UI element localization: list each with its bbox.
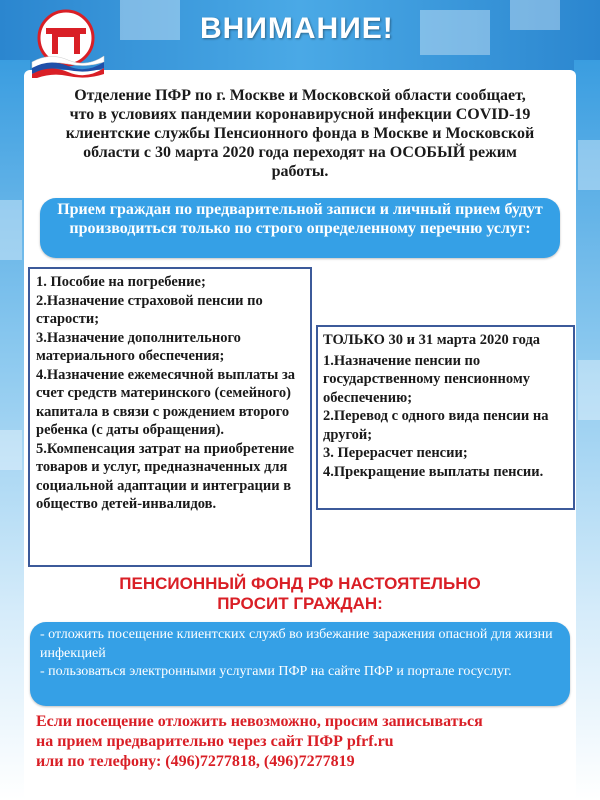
list-item: 3. Перерасчет пенсии; bbox=[323, 445, 468, 461]
intro-emphasis: ОСОБЫЙ bbox=[389, 144, 466, 161]
page-title: ВНИМАНИЕ! bbox=[200, 12, 394, 45]
appeal-heading-line: ПЕНСИОННЫЙ ФОНД РФ НАСТОЯТЕЛЬНО bbox=[119, 574, 481, 593]
list-item: 4.Прекращение выплаты пенсии. bbox=[323, 463, 544, 480]
intro-text bbox=[60, 86, 540, 181]
appeal-heading-line: ПРОСИТ ГРАЖДАН: bbox=[217, 594, 383, 613]
footer-line: или по телефону: (496)7277818, (496)7277819 bbox=[36, 753, 355, 770]
list-item: 1.Назначение пенсии по государственному пенсионному обеспечению; bbox=[323, 352, 530, 406]
list-item: 5.Компенсация затрат на приобретение товаров и услуг, предназначенных для социальной адаптации и интеграции в общество детей-инвалидов. bbox=[36, 440, 295, 512]
appeal-banner bbox=[30, 622, 570, 706]
notice-text: Прием граждан по предварительной записи и личный прием будут производиться только по строго определенному перечню услуг: bbox=[57, 201, 543, 237]
contact-footer bbox=[36, 712, 576, 772]
special-days-heading: ТОЛЬКО 30 и 31 марта 2020 года bbox=[323, 332, 541, 348]
footer-line: Если посещение отложить невозможно, просим записываться bbox=[36, 713, 483, 730]
list-item: 2.Назначение страховой пенсии по старости; bbox=[36, 292, 263, 327]
list-item: 2.Перевод с одного вида пенсии на другой; bbox=[323, 408, 549, 443]
intro-text-end: режим работы. bbox=[271, 144, 517, 180]
list-item: 1. Пособие на погребение; bbox=[36, 274, 206, 290]
list-item: - пользоваться электронными услугами ПФР на сайте ПФР и портале госуслуг. bbox=[40, 664, 512, 679]
list-item: 3.Назначение дополнительного материального обеспечения; bbox=[36, 329, 241, 364]
right-decor-band bbox=[574, 60, 600, 800]
pfr-logo bbox=[28, 8, 106, 78]
intro-text-start: Отделение ПФР по г. Москве и Московской области сообщает, что в условиях пандемии коронавирусной инфекции COVID-19 клиентские службы Пенсионного фонда в Москве и Московской области с 30 марта 2020 года переходят на bbox=[65, 87, 535, 161]
special-days-box bbox=[316, 325, 575, 510]
appeal-heading bbox=[40, 574, 560, 614]
list-item: - отложить посещение клиентских служб во избежание заражения опасной для жизни инфекцией bbox=[40, 627, 553, 661]
footer-line: на прием предварительно через сайт ПФР pfrf.ru bbox=[36, 733, 394, 750]
list-item: 4.Назначение ежемесячной выплаты за счет средств материнского (семейного) капитала в связи с рождением второго ребенка (с даты обращения). bbox=[36, 366, 296, 438]
notice-banner bbox=[40, 198, 560, 258]
services-list-box bbox=[28, 267, 312, 567]
